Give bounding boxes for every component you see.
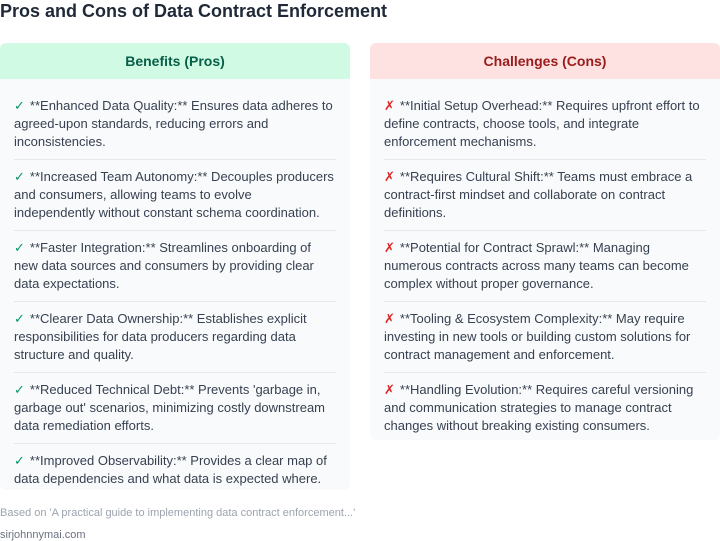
cons-item-text: **Initial Setup Overhead:** Requires upfront effort to define contracts, choose tools, and integrate enforcement mechanisms. (384, 98, 700, 149)
pros-item-text: **Increased Team Autonomy:** Decouples producers and consumers, allowing teams to evolve independently without constant schema coordination. (14, 169, 334, 220)
cons-item-text: **Handling Evolution:** Requires careful versioning and communication strategies to manage contract changes without breaking existing consumers. (384, 382, 694, 433)
check-mark-icon: ✓ (14, 169, 25, 184)
cross-mark-icon: ✗ (384, 382, 395, 397)
pros-item (14, 160, 336, 231)
pros-list (0, 79, 350, 490)
cons-item-text: **Potential for Contract Sprawl:** Managing numerous contracts across many teams can become complex without proper governance. (384, 240, 689, 291)
pros-column (0, 43, 350, 490)
check-mark-icon: ✓ (14, 382, 25, 397)
cross-mark-icon: ✗ (384, 98, 395, 113)
cons-item-text: **Tooling & Ecosystem Complexity:** May require investing in new tools or building custom solutions for contract management and enforcement. (384, 311, 691, 362)
cross-mark-icon: ✗ (384, 311, 395, 326)
pros-heading: Benefits (Pros) (0, 43, 350, 79)
cons-heading: Challenges (Cons) (370, 43, 720, 79)
pros-item (14, 231, 336, 302)
pros-item (14, 373, 336, 444)
pros-item-text: **Improved Observability:** Provides a clear map of data dependencies and what data is expected where. (14, 453, 327, 486)
cons-item (384, 89, 706, 160)
pros-item-text: **Faster Integration:** Streamlines onboarding of new data sources and consumers by providing clear data expectations. (14, 240, 314, 291)
pros-item-text: **Enhanced Data Quality:** Ensures data adheres to agreed-upon standards, reducing errors and inconsistencies. (14, 98, 333, 149)
cons-item (384, 160, 706, 231)
pros-item (14, 89, 336, 160)
source-note: Based on 'A practical guide to implementing data contract enforcement...' (0, 507, 356, 519)
page-title: Pros and Cons of Data Contract Enforcement (0, 1, 388, 21)
check-mark-icon: ✓ (14, 311, 25, 326)
cons-list (370, 79, 720, 440)
check-mark-icon: ✓ (14, 453, 25, 468)
site-credit: sirjohnnymai.com (0, 529, 86, 541)
check-mark-icon: ✓ (14, 240, 25, 255)
pros-item-text: **Clearer Data Ownership:** Establishes explicit responsibilities for data producers regarding data structure and quality. (14, 311, 307, 362)
pros-item (14, 302, 336, 373)
pros-item (14, 444, 336, 490)
check-mark-icon: ✓ (14, 98, 25, 113)
cross-mark-icon: ✗ (384, 169, 395, 184)
cons-item (384, 231, 706, 302)
pros-item-text: **Reduced Technical Debt:** Prevents 'garbage in, garbage out' scenarios, minimizing costly downstream data remediation efforts. (14, 382, 326, 433)
cross-mark-icon: ✗ (384, 240, 395, 255)
cons-item (384, 373, 706, 440)
cons-item (384, 302, 706, 373)
cons-item-text: **Requires Cultural Shift:** Teams must embrace a contract-first mindset and collaborate on contract definitions. (384, 169, 693, 220)
cons-column (370, 43, 720, 440)
